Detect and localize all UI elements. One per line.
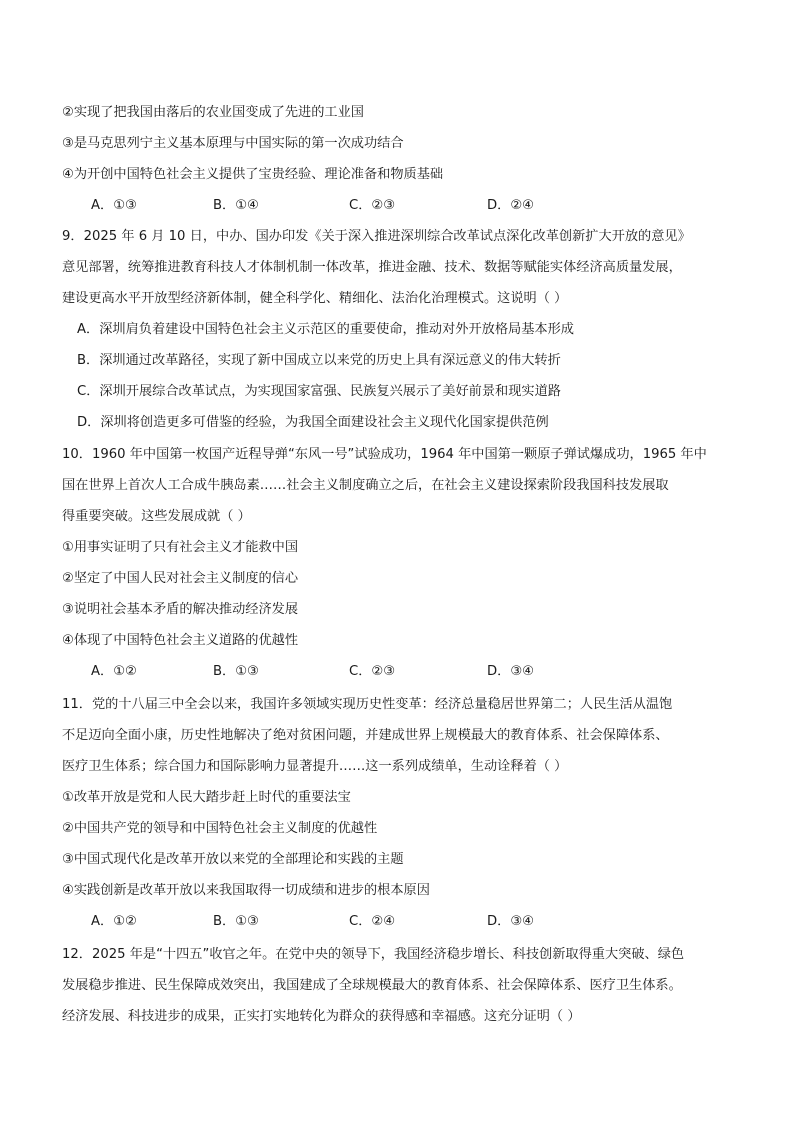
q8-item-2: ②实现了把我国由落后的农业国变成了先进的工业国 (62, 105, 364, 120)
q10-item-4: ④体现了中国特色社会主义道路的优越性 (62, 633, 299, 648)
q9-option-d: D．深圳将创造更多可借鉴的经验，为我国全面建设社会主义现代化国家提供范例 (77, 415, 549, 430)
q11-stem-line-2: 不足迈向全面小康，历史性地解决了绝对贫困问题，并建成世界上规模最大的教育体系、社会保障体系、 (62, 728, 669, 743)
q8-choice-a: A．①③ (91, 198, 137, 213)
q9-option-c: C．深圳开展综合改革试点，为实现国家富强、民族复兴展示了美好前景和现实道路 (77, 384, 561, 399)
q11-item-1: ①改革开放是党和人民大踏步赶上时代的重要法宝 (62, 790, 351, 805)
q9-stem-line-1: 9．2025 年 6 月 10 日，中办、国办印发《关于深入推进深圳综合改革试点深化改革创新扩大开放的意见》 (62, 229, 691, 244)
q11-choice-b: B．①③ (213, 914, 259, 929)
q11-stem-line-3: 医疗卫生体系；综合国力和国际影响力显著提升……这一系列成绩单，生动诠释着（ ） (62, 759, 568, 774)
q9-stem-line-3: 建设更高水平开放型经济新体制，健全科学化、精细化、法治化治理模式。这说明（ ） (62, 291, 568, 306)
q9-option-a: A．深圳肩负着建设中国特色社会主义示范区的重要使命，推动对外开放格局基本形成 (77, 322, 574, 337)
q11-stem-line-1: 11．党的十八届三中全会以来，我国许多领域实现历史性变革：经济总量稳居世界第二；人民生活从温饱 (62, 697, 673, 712)
q10-stem-line-3: 得重要突破。这些发展成就（ ） (62, 509, 251, 524)
q10-item-1: ①用事实证明了只有社会主义才能救中国 (62, 540, 299, 555)
q11-choice-d: D．③④ (487, 914, 534, 929)
q9-stem-line-2: 意见部署，统筹推进教育科技人才体制机制一体改革，推进金融、技术、数据等赋能实体经济高质量发展， (62, 260, 682, 275)
q8-choice-b: B．①④ (213, 198, 259, 213)
q8-item-4: ④为开创中国特色社会主义提供了宝贵经验、理论准备和物质基础 (62, 167, 444, 182)
q12-stem-line-3: 经济发展、科技进步的成果，正实打实地转化为群众的获得感和幸福感。这充分证明（ ） (62, 1009, 581, 1024)
q11-item-3: ③中国式现代化是改革开放以来党的全部理论和实践的主题 (62, 852, 404, 867)
q11-item-4: ④实践创新是改革开放以来我国取得一切成绩和进步的根本原因 (62, 883, 430, 898)
q10-choice-d: D．③④ (487, 664, 534, 679)
q10-item-3: ③说明社会基本矛盾的解决推动经济发展 (62, 602, 299, 617)
q8-choice-d: D．②④ (487, 198, 534, 213)
q8-item-3: ③是马克思列宁主义基本原理与中国实际的第一次成功结合 (62, 136, 404, 151)
q9-option-b: B．深圳通过改革路径，实现了新中国成立以来党的历史上具有深远意义的伟大转折 (77, 353, 561, 368)
q11-choice-a: A．①② (91, 914, 137, 929)
q11-choice-c: C．②④ (349, 914, 396, 929)
q10-choice-b: B．①③ (213, 664, 259, 679)
q11-item-2: ②中国共产党的领导和中国特色社会主义制度的优越性 (62, 821, 378, 836)
q12-stem-line-1: 12．2025 年是“十四五”收官之年。在党中央的领导下，我国经济稳步增长、科技创新取得重大突破、绿色 (62, 947, 685, 962)
q10-stem-line-2: 国在世界上首次人工合成牛胰岛素……社会主义制度确立之后，在社会主义建设探索阶段我国科技发展取 (62, 478, 669, 493)
q12-stem-line-2: 发展稳步推进、民生保障成效突出，我国建成了全球规模最大的教育体系、社会保障体系、医疗卫生体系。 (62, 978, 682, 993)
q8-choice-c: C．②③ (349, 198, 396, 213)
q10-item-2: ②坚定了中国人民对社会主义制度的信心 (62, 571, 299, 586)
q10-choice-c: C．②③ (349, 664, 396, 679)
q10-stem-line-1: 10．1960 年中国第一枚国产近程导弹“东风一号”试验成功，1964 年中国第一颗原子弹试爆成功，1965 年中 (62, 447, 707, 462)
q10-choice-a: A．①② (91, 664, 137, 679)
